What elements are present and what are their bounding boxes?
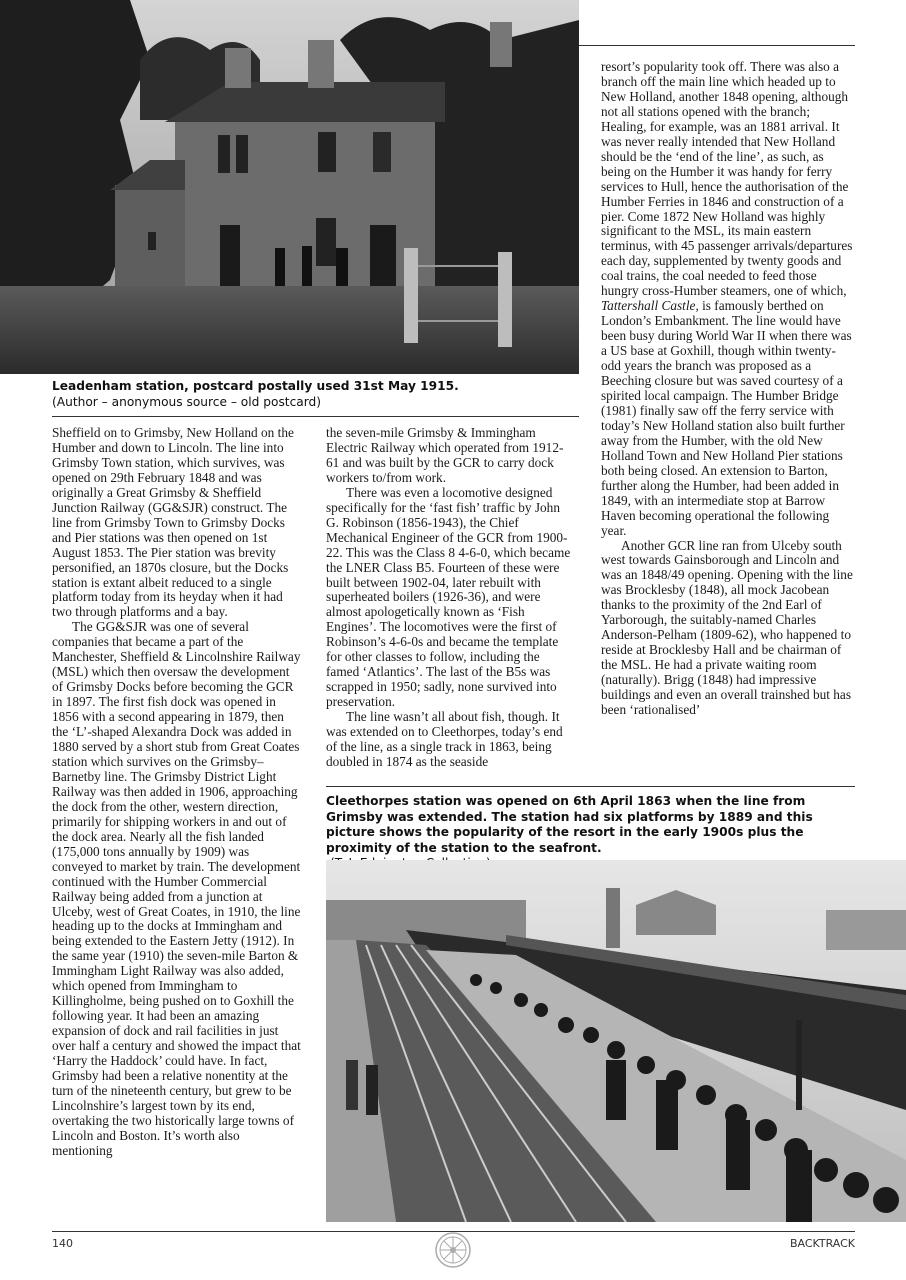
- article-column-3: [601, 60, 855, 718]
- col1-paragraph-2: The GG&SJR was one of several companies that became a part of the Manchester, Sheffield & Lincolnshire Railway (MSL) which then oversaw the development of Grimsby Docks before becoming the GCR in 1897. The first fish dock was opened in 1856 with a second appearing in 1879, then the ‘L’-shaped Alexandra Dock was added in 1880 served by a short stub from Great Coates station which survives on the Grimsby–Barnetby line. The Grimsby District Light Railway was then added in 1906, approaching the dock from the other, western direction, primarily for shipping workers in and out of the dock area. Nearly all the fish landed (175,000 tons annually by 1909) was conveyed to market by train. The development continued with the Humber Commercial Railway being added from a junction at Ulceby, west of Great Coates, in 1910, the line heading up to the docks at Immingham and being extended to the Eastern Jetty (1912). In the same year (1910) the seven-mile Barton & Immingham Light Railway was also added, which opened from Immingham to Killingholme, being pushed on to Goxhill the following year. It had been an amazing expansion of dock and rail facilities in just over half a century and showed the impact that ‘Harry the Haddock’ could have. In fact, Grimsby had been a relative nonentity at the turn of the nineteenth century, but grew to be Lincolnshire’s largest town by its end, overtaking the two historically large towns of Lincoln and Boston. It’s worth also mentioning: [52, 619, 301, 1158]
- col2-paragraph-2: There was even a locomotive designed specifically for the ‘fast fish’ traffic by John G. Robinson (1856-1943), the Chief Mechanical Engineer of the GCR from 1900-22. This was the Class 8 4-6-0, which became the LNER Class B5. Fourteen of these were built between 1902-04, later rebuilt with superheated boilers (1926-36), and were almost apologetically known as ‘Fish Engines’. The locomotives were the first of Robinson’s 4-6-0s and became the template for other classes to follow, including the famed ‘Atlantics’. The last of the B5s was scrapped in 1950; sadly, none survived into preservation.: [326, 484, 571, 710]
- col1-paragraph-1: Sheffield on to Grimsby, New Holland on the Humber and down to Lincoln. The line into Grimsby Town station, which survives, was opened on 29th February 1848 and was originally a Great Grimsby & Sheffield Junction Railway (GG&SJR) construct. The line from Grimsby Town to Grimsby Docks and Pier stations was then opened on 1st August 1853. The Pier station was brevity personified, an 1870s closure, but the Docks station is extant albeit reduced to a single platform today from its heyday when it had two through platforms and a bay.: [52, 425, 294, 620]
- col2-paragraph-3: The line wasn’t all about fish, though. It was extended on to Cleethorpes, today’s end of the line, as a single track in 1863, being doubled in 1874 as the seaside: [326, 709, 563, 769]
- publication-name: BACKTRACK: [789, 1237, 855, 1250]
- leadenham-caption-credit: (Author – anonymous source – old postcard): [52, 394, 322, 409]
- ship-name: Tattershall Castle,: [601, 298, 703, 314]
- article-column-2: [326, 426, 576, 770]
- leadenham-caption-title: Leadenham station, postcard postally used 31st May 1915.: [52, 379, 459, 393]
- top-right-rule: [579, 45, 855, 46]
- col3-paragraph-1-a: resort’s popularity took off. There was also a branch off the main line which headed up to New Holland, another 1848 opening, although not all stations opened with the branch; Healing, for example, was an 1881 arrival. It was never really intended that New Holland should be the ‘end of the line’, as such, as being on the Humber it was handy for ferry services to Hull, hence the authorisation of the Humber Ferries in 1846 and construction of a pier. Come 1872 New Holland was highly significant to the MSL, its main eastern terminus, with 45 passenger arrivals/departures each day, supplemented by twenty goods and coal trains, the coal needed to feed those hungry cross-Humber steamers, one of which,: [601, 59, 853, 299]
- cleethorpes-station-illustration: [326, 860, 906, 1222]
- leadenham-station-photo: [0, 0, 579, 374]
- backtrack-wheel-icon: [434, 1231, 472, 1269]
- article-column-1: [52, 426, 301, 1159]
- col3-paragraph-1: [601, 60, 855, 539]
- col3-paragraph-2: Another GCR line ran from Ulceby south west towards Gainsborough and Lincoln and was an 1848/49 opening. Opening with the line was Brocklesby (1848), all mock Jacobean thanks to the proximity of the 2nd Earl of Yarborough, the suitably-named Charles Anderson-Pelham (1809-62), who happened to reside at Brocklesby Hall and be chairman of the MSL. He had a private waiting room (naturally). Brigg (1848) had impressive buildings and even an overall trainshed but has been ‘rationalised’: [601, 537, 853, 717]
- leadenham-caption: [52, 379, 592, 410]
- cleethorpes-station-photo: [326, 860, 906, 1222]
- page-number: 140: [52, 1237, 73, 1250]
- col2-paragraph-1: the seven-mile Grimsby & Immingham Electric Railway which operated from 1912-61 and was built by the GCR to carry dock workers to/from work.: [326, 425, 564, 485]
- cleethorpes-top-rule: [326, 786, 855, 787]
- caption-rule: [52, 416, 579, 417]
- cleethorpes-caption-title: Cleethorpes station was opened on 6th April 1863 when the line from Grimsby was extended. The station had six platforms by 1889 and this picture shows the popularity of the resort in the early 1900s plus the proximity of the station to the seafront.: [326, 794, 813, 855]
- leadenham-station-illustration: [0, 0, 579, 374]
- col3-paragraph-1-b: is famously berthed on London’s Embankment. The line would have been busy during World War II when there was a US base at Goxhill, though within twenty-odd years the branch was proposed as a Beeching closure but was saved courtesy of a spirited local campaign. The Humber Bridge (1981) finally saw off the ferry service with today’s New Holland station also built further away from the Humber, with the old New Holland Town and New Holland Pier stations both being closed. An extension to Barton, further along the Humber, had been added in 1849, with an intermediate stop at Barrow Haven becoming operational the following year.: [601, 298, 852, 538]
